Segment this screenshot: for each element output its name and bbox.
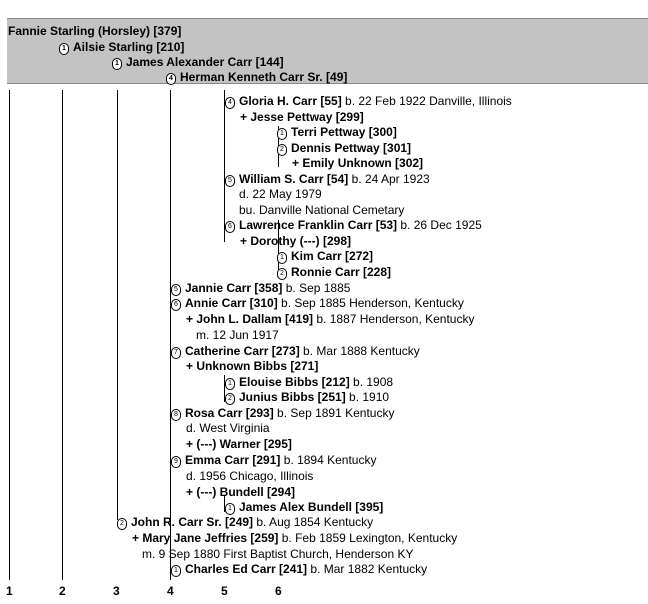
person-entry [196,328,279,342]
person-details: b. 1887 Henderson, Kentucky [313,312,475,326]
tree-connector-line [117,90,118,520]
generation-number-icon: 1 [277,252,287,264]
generation-number-icon: 2 [225,393,235,405]
person-entry [292,156,423,170]
tree-connector-line [62,90,63,580]
generation-number-icon: 4 [225,97,235,109]
generation-number-icon: 1 [112,58,122,70]
person-entry [117,515,373,530]
person-entry [225,218,482,233]
person-details: b. Aug 1854 Kentucky [253,515,374,529]
person-name: + (---) Warner [295] [186,437,292,451]
person-name: + Emily Unknown [302] [292,156,424,170]
person-name: William S. Carr [54] [239,172,349,186]
generation-number-icon: 1 [225,378,235,390]
ancestor-name: James Alexander Carr [144] [126,55,284,69]
person-name: + (---) Bundell [294] [186,485,296,499]
person-entry [277,141,411,156]
person-name: Terri Pettway [300] [291,125,397,139]
person-details: b. Feb 1859 Lexington, Kentucky [278,531,458,545]
tree-connector-line [170,90,171,580]
person-name: Charles Ed Carr [241] [185,562,308,576]
generation-label: 3 [113,584,120,598]
person-details: b. 1910 [345,390,390,404]
generation-number-icon: 2 [277,144,287,156]
person-details: b. Mar 1882 Kentucky [307,562,428,576]
person-details: d. 1956 Chicago, Illinois [186,469,314,483]
person-name: Jannie Carr [358] [185,281,283,295]
ancestor-name: Herman Kenneth Carr Sr. [49] [180,70,348,84]
person-entry [186,312,474,326]
generation-number-icon: 6 [225,221,235,233]
person-name: Dennis Pettway [301] [291,141,412,155]
person-entry [277,265,391,280]
person-details: b. Sep 1885 [282,281,351,295]
person-entry [186,469,313,483]
ancestor-line [166,70,347,85]
person-details: d. West Virginia [186,421,270,435]
generation-number-icon: 2 [117,518,127,530]
person-entry [225,375,393,390]
generation-number-icon: 6 [171,299,181,311]
person-name: Junius Bibbs [251] [239,390,346,404]
person-details: b. 1908 [349,375,394,389]
person-name: Gloria H. Carr [55] [239,94,342,108]
person-name: John R. Carr Sr. [249] [131,515,254,529]
generation-label: 6 [275,584,282,598]
person-entry [171,562,427,577]
generation-number-icon: 8 [171,409,181,421]
ancestor-name: Fannie Starling (Horsley) [379] [8,24,182,38]
person-entry [277,249,373,264]
tree-connector-line [9,90,10,580]
person-details: b. 26 Dec 1925 [397,218,482,232]
person-entry [171,281,350,296]
person-entry [225,500,383,515]
generation-label: 4 [167,584,174,598]
generation-number-icon: 2 [277,268,287,280]
person-name: + Mary Jane Jeffries [259] [132,531,279,545]
generation-number-icon: 1 [225,503,235,515]
generation-number-icon: 7 [171,347,181,359]
person-details: b. Mar 1888 Kentucky [299,344,420,358]
person-entry [239,187,322,201]
person-entry [171,453,376,468]
generation-number-icon: 4 [166,73,176,85]
person-entry [186,437,292,451]
person-details: b. 22 Feb 1922 Danville, Illinois [341,94,512,108]
generation-number-icon: 9 [171,456,181,468]
person-details: b. Sep 1891 Kentucky [273,406,395,420]
person-name: Catherine Carr [273] [185,344,300,358]
generation-label: 2 [59,584,66,598]
person-name: Annie Carr [310] [185,296,278,310]
ancestor-line [59,40,184,55]
person-entry [186,421,270,435]
ancestor-name: Ailsie Starling [210] [73,40,185,54]
person-entry [171,344,420,359]
person-details: m. 12 Jun 1917 [196,328,279,342]
person-name: + Unknown Bibbs [271] [186,359,319,373]
person-details: b. 1894 Kentucky [280,453,377,467]
person-name: Elouise Bibbs [212] [239,375,350,389]
generation-number-icon: 5 [171,284,181,296]
person-entry [186,359,318,373]
person-details: m. 9 Sep 1880 First Baptist Church, Henderson KY [142,547,414,561]
person-entry [186,485,295,499]
person-name: + Dorothy (---) [298] [240,234,351,248]
person-name: + Jesse Pettway [299] [240,110,364,124]
generation-number-icon: 1 [59,43,69,55]
person-entry [132,531,457,545]
person-entry [239,203,404,217]
generation-label: 5 [221,584,228,598]
person-name: Rosa Carr [293] [185,406,274,420]
person-name: Lawrence Franklin Carr [53] [239,218,398,232]
person-name: Emma Carr [291] [185,453,281,467]
person-details: b. 24 Apr 1923 [348,172,430,186]
person-entry [171,406,394,421]
generation-number-icon: 1 [171,565,181,577]
generation-number-icon: 1 [277,128,287,140]
ancestor-line [8,24,181,38]
person-details: bu. Danville National Cemetary [239,203,405,217]
person-entry [240,110,364,124]
person-entry [277,125,397,140]
person-name: James Alex Bundell [395] [239,500,384,514]
person-name: Kim Carr [272] [291,249,374,263]
person-entry [225,172,430,187]
person-details: d. 22 May 1979 [239,187,322,201]
person-entry [240,234,351,248]
person-entry [171,296,464,311]
person-entry [225,94,512,109]
generation-label: 1 [6,584,13,598]
person-name: + John L. Dallam [419] [186,312,314,326]
person-details: b. Sep 1885 Henderson, Kentucky [277,296,464,310]
ancestor-line [112,55,284,70]
person-entry [225,390,389,405]
person-entry [142,547,413,561]
generation-number-icon: 5 [225,175,235,187]
person-name: Ronnie Carr [228] [291,265,392,279]
